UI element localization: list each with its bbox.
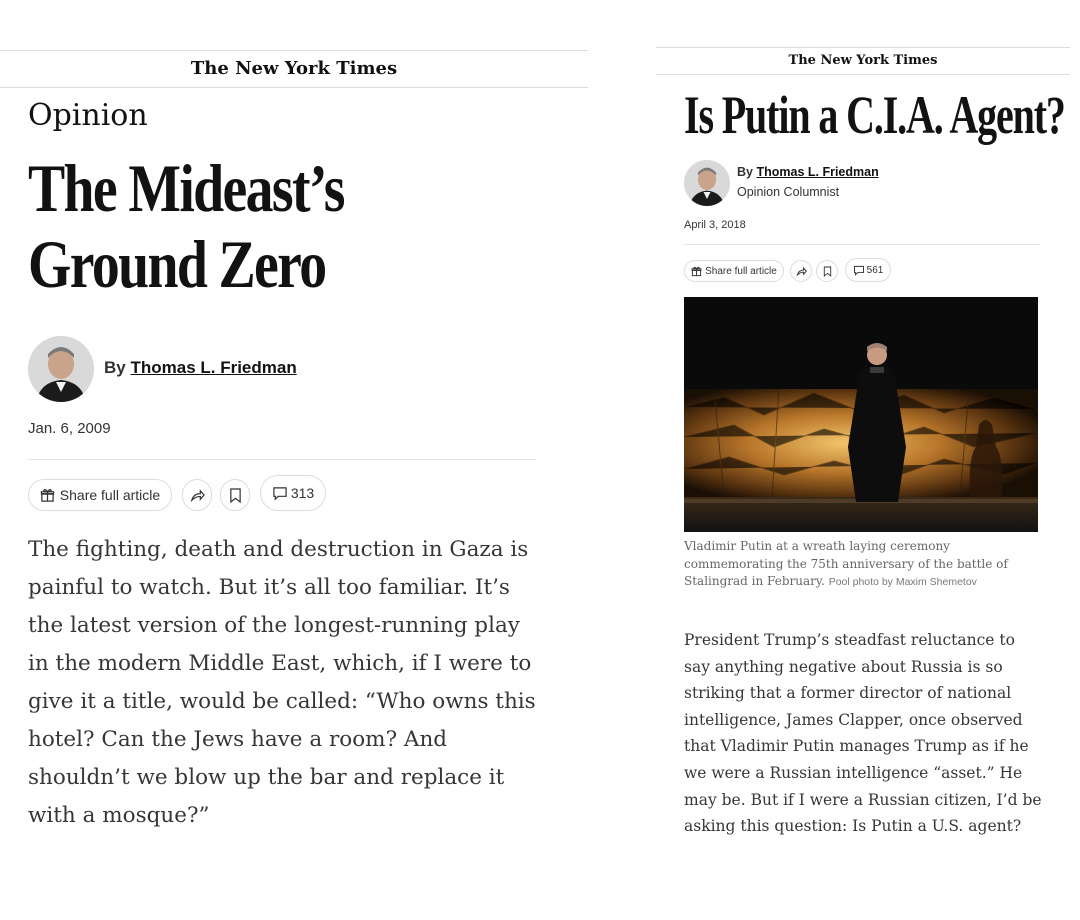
divider [28,459,536,460]
gift-icon [40,488,55,503]
byline [737,165,879,179]
share-label: Share full article [59,487,161,503]
opinion-kicker[interactable]: Opinion [28,98,148,133]
divider [684,244,1040,245]
share-full-article-button[interactable] [684,260,784,282]
putin-ceremony-photo [684,297,1038,532]
article-headline [28,150,344,302]
publish-date: Jan. 6, 2009 [28,420,111,437]
left-article-screenshot [0,50,588,850]
bookmark-icon [823,266,832,277]
share-full-article-button[interactable] [28,479,172,511]
share-label: Share full article [705,265,777,277]
author-avatar[interactable] [684,160,730,206]
share-arrow-icon [190,488,205,503]
photo-caption [684,538,1034,592]
article-body-paragraph: President Trump’s steadfast reluctance to say anything negative about Russia is so striking that a former director of national intelligence, James Clapper, once observed that Vladimir Putin manages Trump as if he we were a Russian intelligence “asset.” He may be. But if I were a Russian citizen, I’d be asking this question: Is Putin a U.S. agent? [684,631,1042,836]
headline-line-2: Ground Zero [28,226,326,302]
gift-icon [691,266,702,277]
share-button[interactable] [790,260,812,282]
author-photo-icon [28,336,94,402]
bookmark-icon [229,488,242,503]
headline-line-1: The Mideast’s [28,150,344,226]
share-button[interactable] [182,479,212,511]
save-bookmark-button[interactable] [220,479,250,511]
author-link[interactable]: Thomas L. Friedman [756,165,879,179]
byline-prefix: By [737,165,753,179]
comments-button[interactable] [260,475,326,511]
article-headline: Is Putin a C.I.A. Agent? [684,85,1065,145]
save-bookmark-button[interactable] [816,260,838,282]
publish-date: April 3, 2018 [684,219,746,231]
byline [104,358,297,378]
share-arrow-icon [796,266,807,277]
comments-button[interactable] [845,258,891,282]
comment-icon [853,265,865,276]
author-role: Opinion Columnist [737,185,840,199]
comment-icon [272,486,288,501]
byline-prefix: By [104,358,126,377]
article-lead-photo[interactable] [684,297,1038,532]
author-photo-icon [684,160,730,206]
comment-count: 313 [290,485,315,501]
photo-credit: Pool photo by Maxim Shemetov [828,576,977,588]
author-link[interactable]: Thomas L. Friedman [130,358,297,377]
comment-count: 561 [866,264,884,276]
nyt-masthead-logo[interactable]: The New York Times [656,47,1070,75]
nyt-masthead-logo[interactable]: The New York Times [0,50,588,88]
right-article-screenshot [656,47,1070,847]
author-avatar[interactable] [28,336,94,402]
caption-text: Vladimir Putin at a wreath laying ceremony commemorating the 75th anniversary of the battle of Stalingrad in February. [684,539,1008,588]
article-body-paragraph: The fighting, death and destruction in Gaza is painful to watch. But it’s all too familiar. It’s the latest version of the longest-running play in the modern Middle East, which, if I were to give it a title, would be called: “Who owns this hotel? Can the Jews have a room? And shouldn’t we blow up the bar and replace it with a mosque?” [28,537,536,828]
